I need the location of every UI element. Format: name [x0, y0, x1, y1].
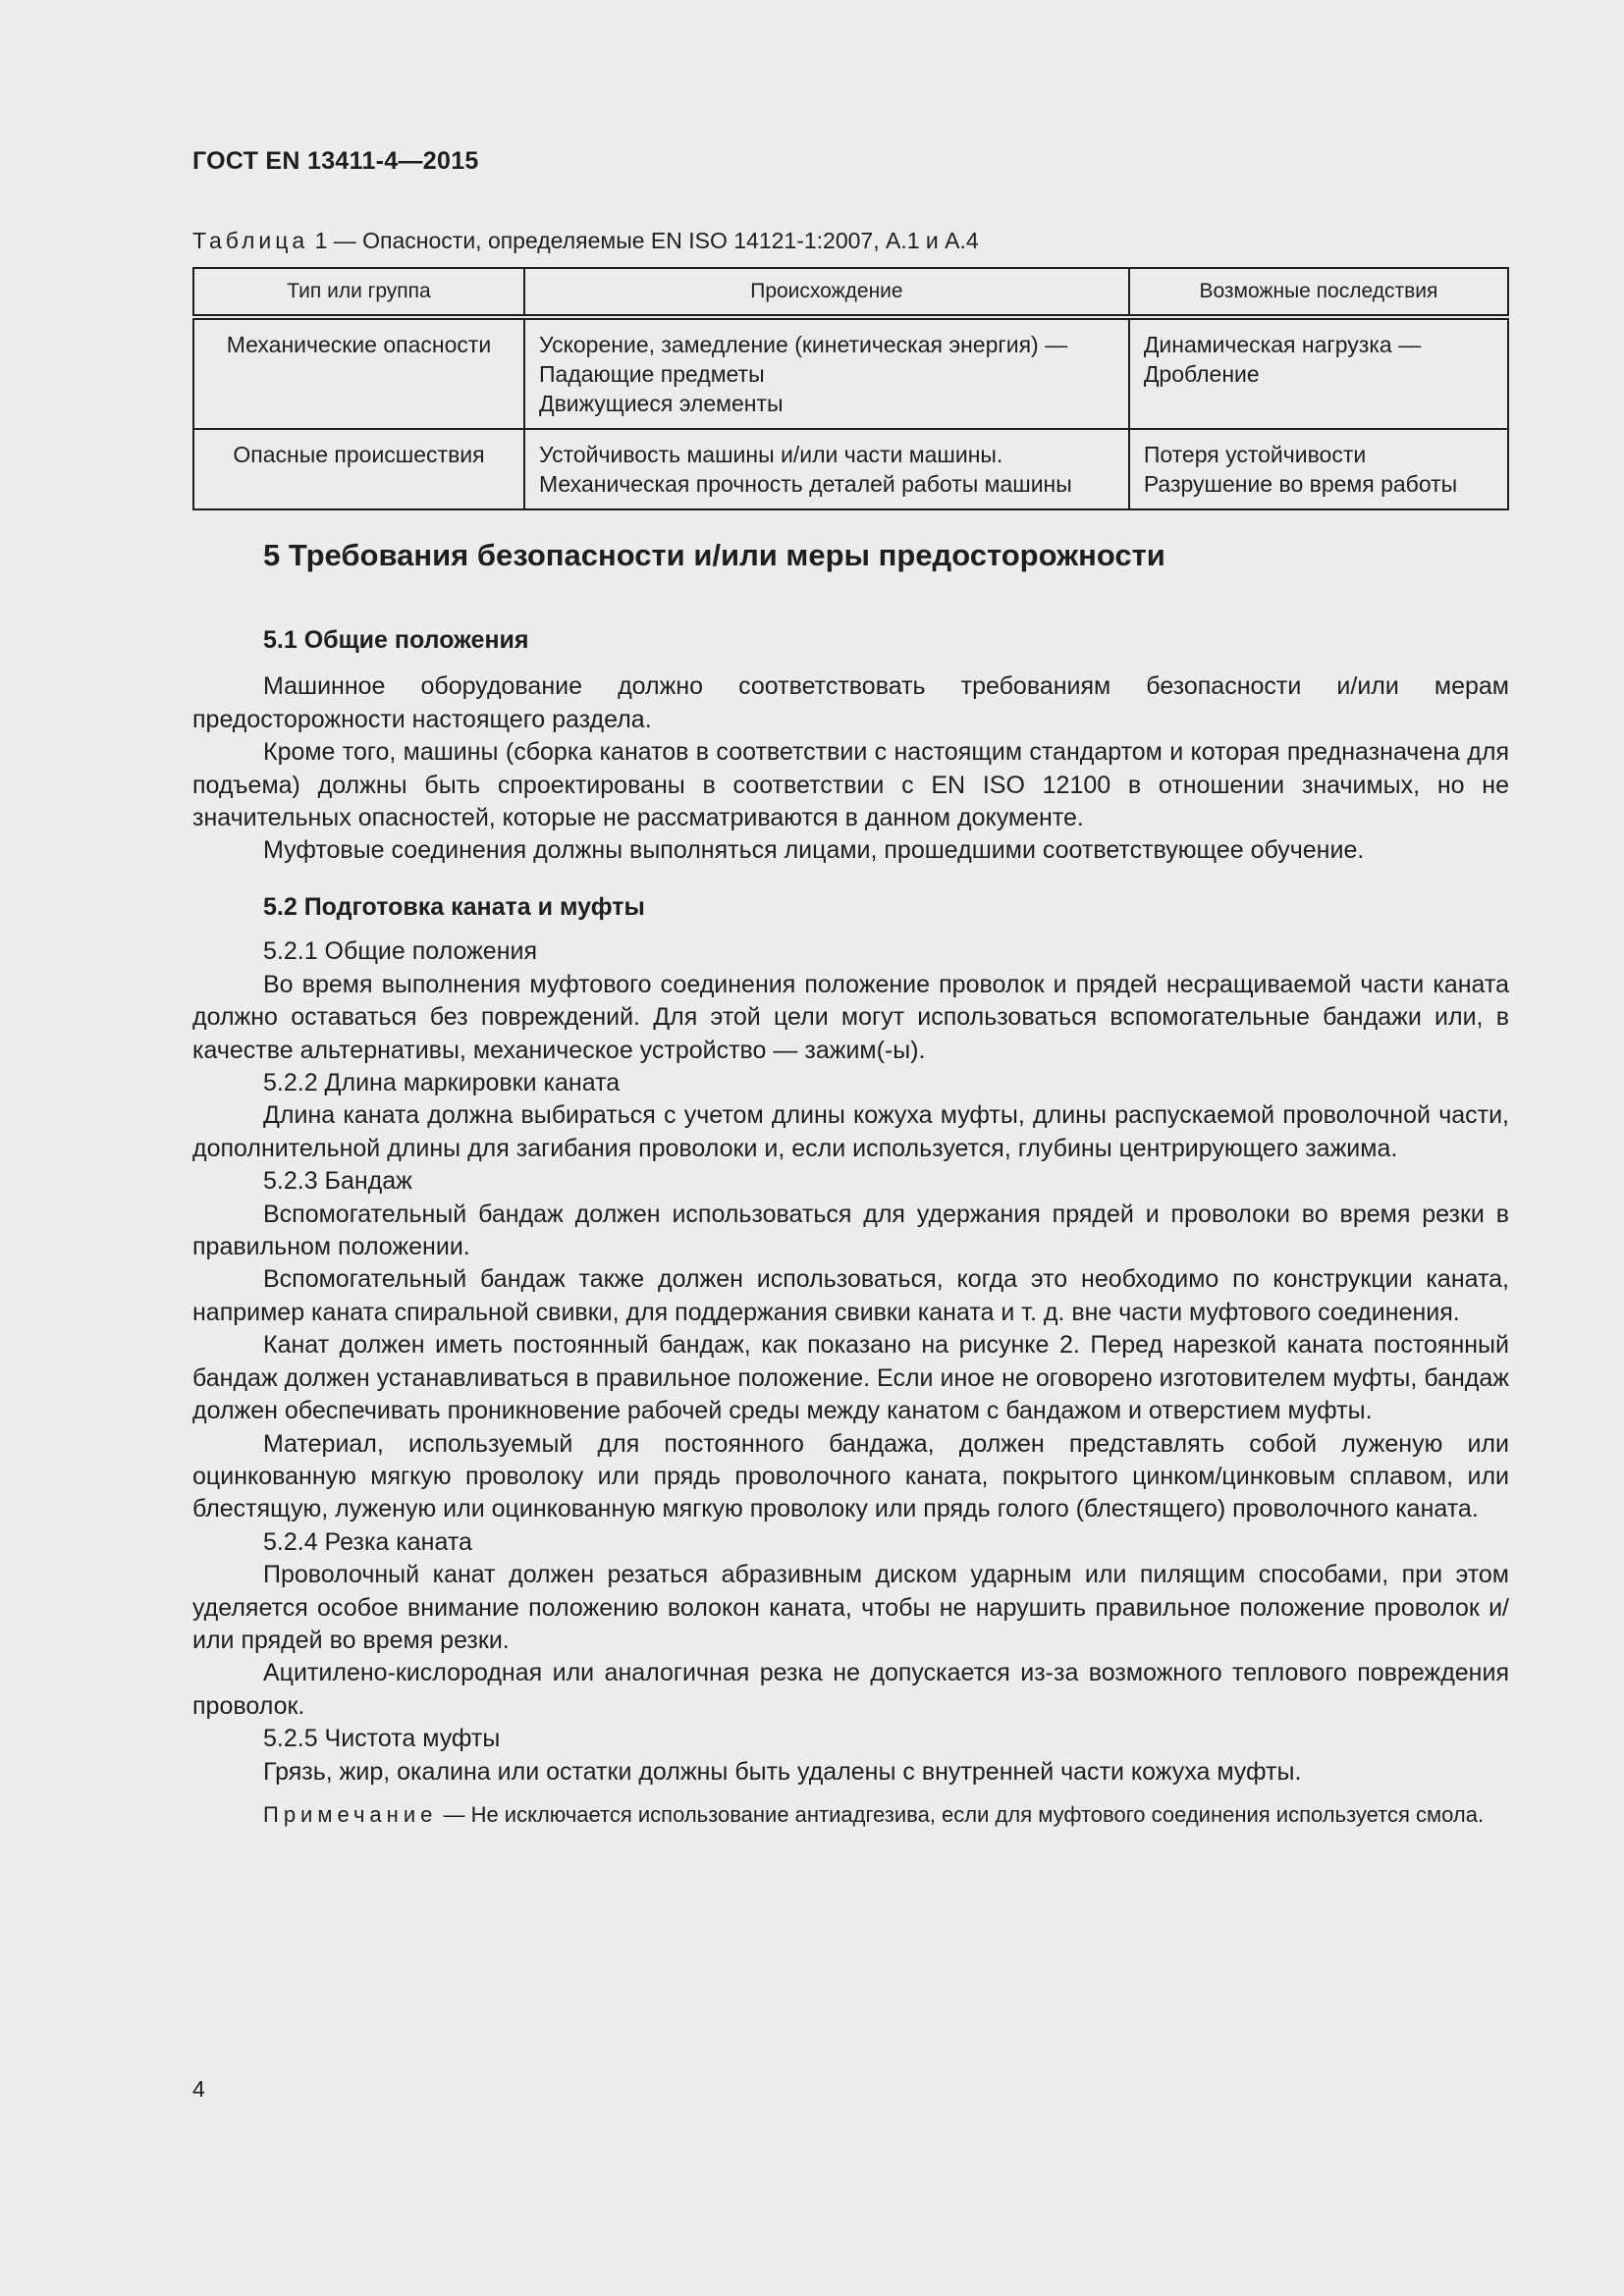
cell-line: Потеря устойчивости: [1143, 442, 1367, 467]
paragraph: Машинное оборудование должно соответствовать требованиям безопасности и/или мерам предосторожности настоящего раздела.: [192, 672, 1509, 733]
table-caption-text: 1 — Опасности, определяемые EN ISO 14121-1:2007, А.1 и А.4: [308, 228, 979, 253]
table-cell-consequences: [1129, 317, 1508, 429]
cell-line: Ускорение, замедление (кинетическая энергия) —: [539, 332, 1068, 357]
paragraph: Муфтовые соединения должны выполняться лицами, прошедшими соответствующее обучение.: [263, 836, 1365, 865]
table-header-cell: Возможные последствия: [1129, 268, 1508, 317]
cell-line: Движущиеся элементы: [539, 391, 784, 416]
paragraph: Вспомогательный бандаж также должен использоваться, когда это необходимо по конструкции каната, например каната спиральной свивки, для поддержания свивки каната и т. д. вне части муфтового соединения.: [192, 1265, 1509, 1326]
table-caption-prefix: Таблица: [192, 228, 309, 253]
note: [192, 1800, 1509, 1830]
paragraph: Канат должен иметь постоянный бандаж, как показано на рисунке 2. Перед нарезкой каната постоянный бандаж должен устанавливаться в правильное положение. Если иное не оговорено изготовителем муфты, бандаж должен обеспечивать проникновение рабочей среды между канатом с бандажом и отверстием муфты.: [192, 1331, 1509, 1425]
table-row: [193, 317, 1508, 429]
table-header-cell: Происхождение: [524, 268, 1129, 317]
subsection-5-2-1-title: 5.2.1 Общие положения: [263, 937, 538, 966]
table-cell-consequences: [1129, 429, 1508, 509]
table-cell-type: Опасные происшествия: [193, 429, 524, 509]
table-row: [193, 429, 1508, 509]
paragraph: Длина каната должна выбираться с учетом длины кожуха муфты, длины распускаемой проволочной части, дополнительной длины для загибания проволоки и, если используется, глубины центрирующего зажима.: [192, 1101, 1509, 1162]
cell-line: Падающие предметы: [539, 361, 765, 387]
hazards-table: [192, 267, 1509, 510]
page-number: 4: [192, 2076, 205, 2102]
cell-line: Дробление: [1143, 361, 1260, 387]
section-5-2-heading: 5.2 Подготовка каната и муфты: [263, 893, 645, 921]
section-5-1: [192, 624, 1509, 868]
table-cell-origin: [524, 317, 1129, 429]
note-label: Примечание: [263, 1801, 438, 1827]
paragraph: Вспомогательный бандаж должен использоваться для удержания прядей и проволоки во время резки в правильном положении.: [192, 1200, 1509, 1261]
table-header-row: [193, 268, 1508, 317]
table-caption: [192, 228, 979, 254]
section-5-2: [192, 891, 1509, 1830]
subsection-5-2-3-title: 5.2.3 Бандаж: [263, 1167, 412, 1196]
subsection-5-2-4-title: 5.2.4 Резка каната: [263, 1527, 472, 1556]
subsection-5-2-2-title: 5.2.2 Длина маркировки каната: [263, 1069, 621, 1097]
table-cell-type: Механические опасности: [193, 317, 524, 429]
paragraph: Грязь, жир, окалина или остатки должны быть удалены с внутренней части кожуха муфты.: [263, 1757, 1302, 1786]
section-5-heading: 5 Требования безопасности и/или меры предосторожности: [263, 538, 1165, 572]
cell-line: Динамическая нагрузка —: [1143, 332, 1422, 357]
table-header-cell: Тип или группа: [193, 268, 524, 317]
paragraph: Ацитилено-кислородная или аналогичная резка не допускается из-за возможного теплового повреждения проволок.: [192, 1659, 1509, 1720]
paragraph: Кроме того, машины (сборка канатов в соответствии с настоящим стандартом и которая предназначена для подъема) должны быть спроектированы в соответствии с EN ISO 12100 в отношении значимых, но не значительных опасностей, которые не рассматриваются в данном документе.: [192, 738, 1509, 832]
table-cell-origin: [524, 429, 1129, 509]
cell-line: Механическая прочность деталей работы машины: [539, 471, 1072, 497]
paragraph: Во время выполнения муфтового соединения положение проволок и прядей несращиваемой части каната должно оставаться без повреждений. Для этой цели могут использоваться вспомогательные бандажи или, в качестве альтернативы, механическое устройство — зажим(-ы).: [192, 970, 1509, 1064]
paragraph: Материал, используемый для постоянного бандажа, должен представлять собой луженую или оцинкованную мягкую проволоку или прядь проволочного каната, покрытого цинком/цинковым сплавом, или блестящую, луженую или оцинкованную мягкую проволоку или прядь голого (блестящего) проволочного каната.: [192, 1429, 1509, 1523]
section-5-1-heading: 5.1 Общие положения: [263, 626, 529, 654]
paragraph: Проволочный канат должен резаться абразивным диском ударным или пилящим способами, при этом уделяется особое внимание положению волокон каната, чтобы не нарушить правильное положение проволок и/или прядей во время резки.: [192, 1561, 1509, 1654]
cell-line: Разрушение во время работы: [1143, 471, 1458, 497]
standard-header: ГОСТ EN 13411-4—2015: [192, 147, 479, 175]
subsection-5-2-5-title: 5.2.5 Чистота муфты: [263, 1725, 501, 1753]
cell-line: Устойчивость машины и/или части машины.: [539, 442, 1003, 467]
note-text: — Не исключается использование антиадгезива, если для муфтового соединения используется смола.: [437, 1801, 1485, 1827]
